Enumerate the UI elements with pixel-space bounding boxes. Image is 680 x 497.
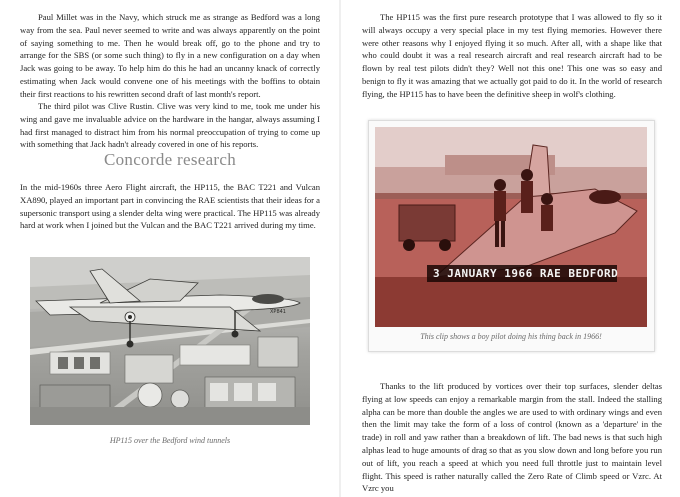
left-paragraph-1: Paul Millet was in the Navy, which struck me as strange as Bedford was a long way from the sea. Paul never seemed to write and was always apparently on the point of saying something to me. Then he would break off, go to the phone and try to arrange for the SBS (or some such thing) to fly in a new configuration on a day when Jack was going to be away. To help him do this he had an uncanny knack of correctly estimating when Jack would convene one of his meetings with the boffins to obtain their first reactions to his rewritten second draft of last month's report. (20, 12, 320, 99)
film-date-stamp: 3 JANUARY 1966 RAE BEDFORD (433, 267, 619, 280)
left-photo-caption: HP115 over the Bedford wind tunnels (109, 436, 231, 445)
video-clip-still[interactable] (375, 127, 647, 327)
right-photo-caption: This clip shows a boy pilot doing his thing back in 1966! (420, 332, 602, 341)
video-clip-frame[interactable] (368, 120, 655, 352)
aircraft-code: XP841 (270, 309, 286, 315)
right-paragraph-2: Thanks to the lift produced by vortices over their top surfaces, slender deltas flying at low speeds can enjoy a remarkable margin from the stall. Indeed the stalling alpha can be more than double the angles we are used to with ordinary wings and even then the limit may take the form of a loss of control (known as a 'departure' in the trade) in roll and yaw rather than a breakdown of lift. The bad news is that such high alphas lead to huge amounts of drag so that as you slow down and long before you run out of lift, you reach a speed at which you need full throttle just to maintain level flight. This speed is rather naturally called the Zero Rate of Climb speed or Vzrc. At Vzrc you (362, 381, 662, 494)
right-paragraph-1: The HP115 was the first pure research prototype that I was allowed to fly so it will always occupy a very special place in my test flying memories. However there were other reasons why I enjoyed flying it so much. After all, with a shape like that who could doubt it was a real research aircraft and real research aircraft had to be flown by real test pilots didn't they? Well not this one! This one was so easy and benign to fly it was amazing that we actually got paid to do it. In the world of research flying, the HP115 has to have been the definitive sheep in wolf's clothing. (362, 12, 662, 99)
right-page (340, 0, 680, 497)
section-heading: Concorde research (103, 150, 237, 169)
aerial-photo-illustration (30, 257, 310, 425)
hp115-aerial-photo (30, 257, 310, 425)
left-paragraph-3: In the mid-1960s three Aero Flight aircraft, the HP115, the BAC T221 and Vulcan XA890, played an important part in convincing the RAE scientists that their ideas for a supersonic transport using a slender delta wing were practical. The HP115 was already hard at work when I joined but the Vulcan and the BAC T221 arrived during my time. (20, 182, 320, 231)
video-still-illustration (375, 127, 647, 327)
left-paragraph-2: The third pilot was Clive Rustin. Clive was very kind to me, took me under his wing and gave me invaluable advice on the hardware in the hangar, always assuming I had first managed to distract him from his normal preoccupation of trying to come up with something that Jack hadn't already covered in one of his reports. (20, 101, 320, 150)
